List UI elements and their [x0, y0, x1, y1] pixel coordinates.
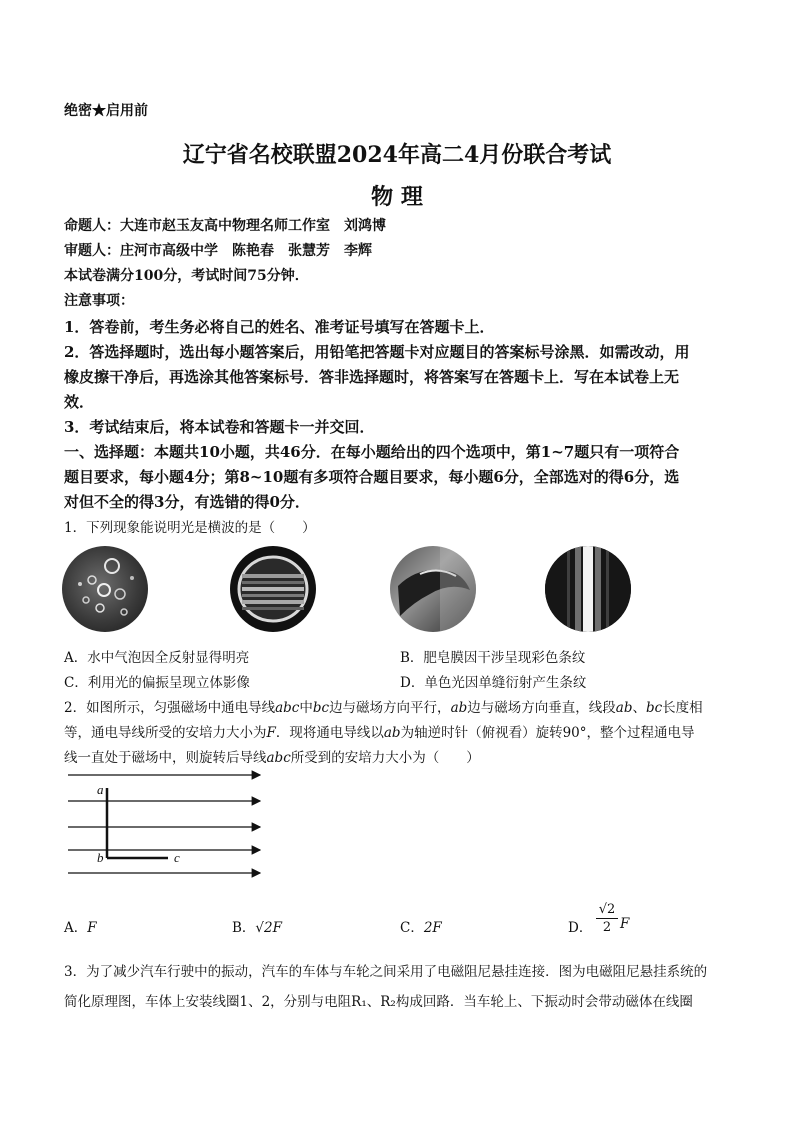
q2-option-b[interactable]: [232, 916, 282, 936]
bubble-photo: [62, 546, 148, 632]
diffraction-image: [545, 546, 631, 632]
option-letter: D．: [568, 920, 593, 936]
q1-option-b[interactable]: B．肥皂膜因干涉呈现彩色条纹: [400, 650, 586, 666]
q2-text: 2．如图所示，匀强磁场中通电导线: [64, 700, 276, 716]
q2-magnetic-field-figure: [60, 770, 280, 880]
q2-d-variable: F: [620, 916, 630, 932]
q3-stem-line-1: 3．为了减少汽车行驶中的振动，汽车的车体与车轮之间采用了电磁阻尼悬挂连接．图为电磁阻尼悬挂系统的: [64, 964, 708, 980]
author-line: 命题人：大连市赵玉友高中物理名师工作室 刘鸿博: [64, 218, 386, 234]
notice-line: 效．: [64, 393, 95, 411]
subject-title: 物 理: [371, 184, 423, 210]
q1-stem: 1．下列现象能说明光是横波的是（ ）: [64, 520, 316, 536]
q2-stem-line-2: [64, 721, 695, 741]
q2-option-a[interactable]: [64, 916, 97, 936]
q1-option-d[interactable]: D．单色光因单缝衍射产生条纹: [400, 675, 587, 691]
option-value: √2F: [255, 920, 282, 936]
q2-option-c[interactable]: [400, 916, 442, 936]
q2-var-abc: abc: [275, 700, 300, 716]
notice-line: 2．答选择题时，选出每小题答案后，用铅笔把答题卡对应题目的答案标号涂黑．如需改动，用: [64, 343, 690, 361]
option-letter: B．: [232, 920, 256, 936]
soap-film-image: [230, 546, 316, 632]
q2-var-f: F: [266, 725, 276, 741]
q2-text: 线一直处于磁场中，则旋转后导线: [64, 750, 267, 766]
q2-var-ab: ab: [615, 700, 633, 716]
q2-option-d[interactable]: [568, 916, 592, 936]
notice-line: 3．考试结束后，将本试卷和答题卡一并交回．: [64, 418, 375, 436]
q2-text: 为轴逆时针（俯视看）旋转90°，整个过程通电导: [400, 725, 695, 741]
fraction-denominator: 2: [602, 920, 612, 935]
q2-text: 长度相: [662, 700, 703, 716]
q2-text: 边与磁场方向平行，: [329, 700, 451, 716]
option-letter: A．: [64, 920, 88, 936]
bubbles-image: [62, 546, 148, 632]
q2-text: ．现将通电导线以: [275, 725, 384, 741]
label-c: c: [174, 850, 180, 865]
section1-line: 对但不全的得3分，有选错的得0分．: [64, 493, 310, 511]
notice-line: 1．答卷前，考生务必将自己的姓名、准考证号填写在答题卡上．: [64, 318, 495, 336]
soap-film-photo: [230, 546, 316, 632]
q2-var-ab: ab: [450, 700, 468, 716]
q2-text: 所受到的安培力大小为（ ）: [290, 750, 480, 766]
notice-line: 橡皮擦干净后，再选涂其他答案标号．答非选择题时，将答案写在答题卡上．写在本试卷上无: [64, 368, 680, 386]
polarization-image: [390, 546, 476, 632]
q2-stem-line-3: [64, 746, 480, 766]
section1-line: 一、选择题：本题共10小题，共46分．在每小题给出的四个选项中，第1~7题只有一项符合: [64, 443, 680, 461]
q2-var-bc: bc: [645, 700, 663, 716]
q2-var-ab: ab: [383, 725, 401, 741]
q1-option-a[interactable]: A．水中气泡因全反射显得明亮: [64, 650, 250, 666]
q2-text: 中: [299, 700, 313, 716]
q2-text: 、: [632, 700, 646, 716]
q1-option-c[interactable]: C．利用光的偏振呈现立体影像: [64, 675, 250, 691]
option-value: F: [87, 920, 97, 936]
q2-var-bc: bc: [312, 700, 330, 716]
q3-stem-line-2: 简化原理图，车体上安装线圈1、2，分别与电阻R₁、R₂构成回路．当车轮上、下振动时会带动磁体在线圈: [64, 994, 693, 1010]
exam-title: 辽宁省名校联盟2024年高二4月份联合考试: [182, 142, 612, 168]
q2-var-abc: abc: [266, 750, 291, 766]
q2-d-fraction: [596, 902, 618, 937]
label-b: b: [97, 850, 104, 865]
option-letter: C．: [400, 920, 424, 936]
q2-text: 边与磁场方向垂直，线段: [467, 700, 616, 716]
score-line: 本试卷满分100分，考试时间75分钟．: [64, 268, 309, 284]
option-value: 2F: [423, 920, 442, 936]
diffraction-photo: [545, 546, 631, 632]
secret-mark: 绝密★启用前: [64, 103, 148, 119]
label-a: a: [97, 782, 104, 797]
fraction-numerator: √2: [596, 902, 618, 919]
reviewer-line: 审题人：庄河市高级中学 陈艳春 张慧芳 李辉: [64, 243, 372, 259]
q2-stem-line-1: [64, 696, 703, 716]
q2-text: 等，通电导线所受的安培力大小为: [64, 725, 267, 741]
polarization-photo: [390, 546, 476, 632]
notice-title: 注意事项：: [64, 293, 134, 309]
section1-line: 题目要求，每小题4分；第8~10题有多项符合题目要求，每小题6分，全部选对的得6分，选: [64, 468, 680, 486]
